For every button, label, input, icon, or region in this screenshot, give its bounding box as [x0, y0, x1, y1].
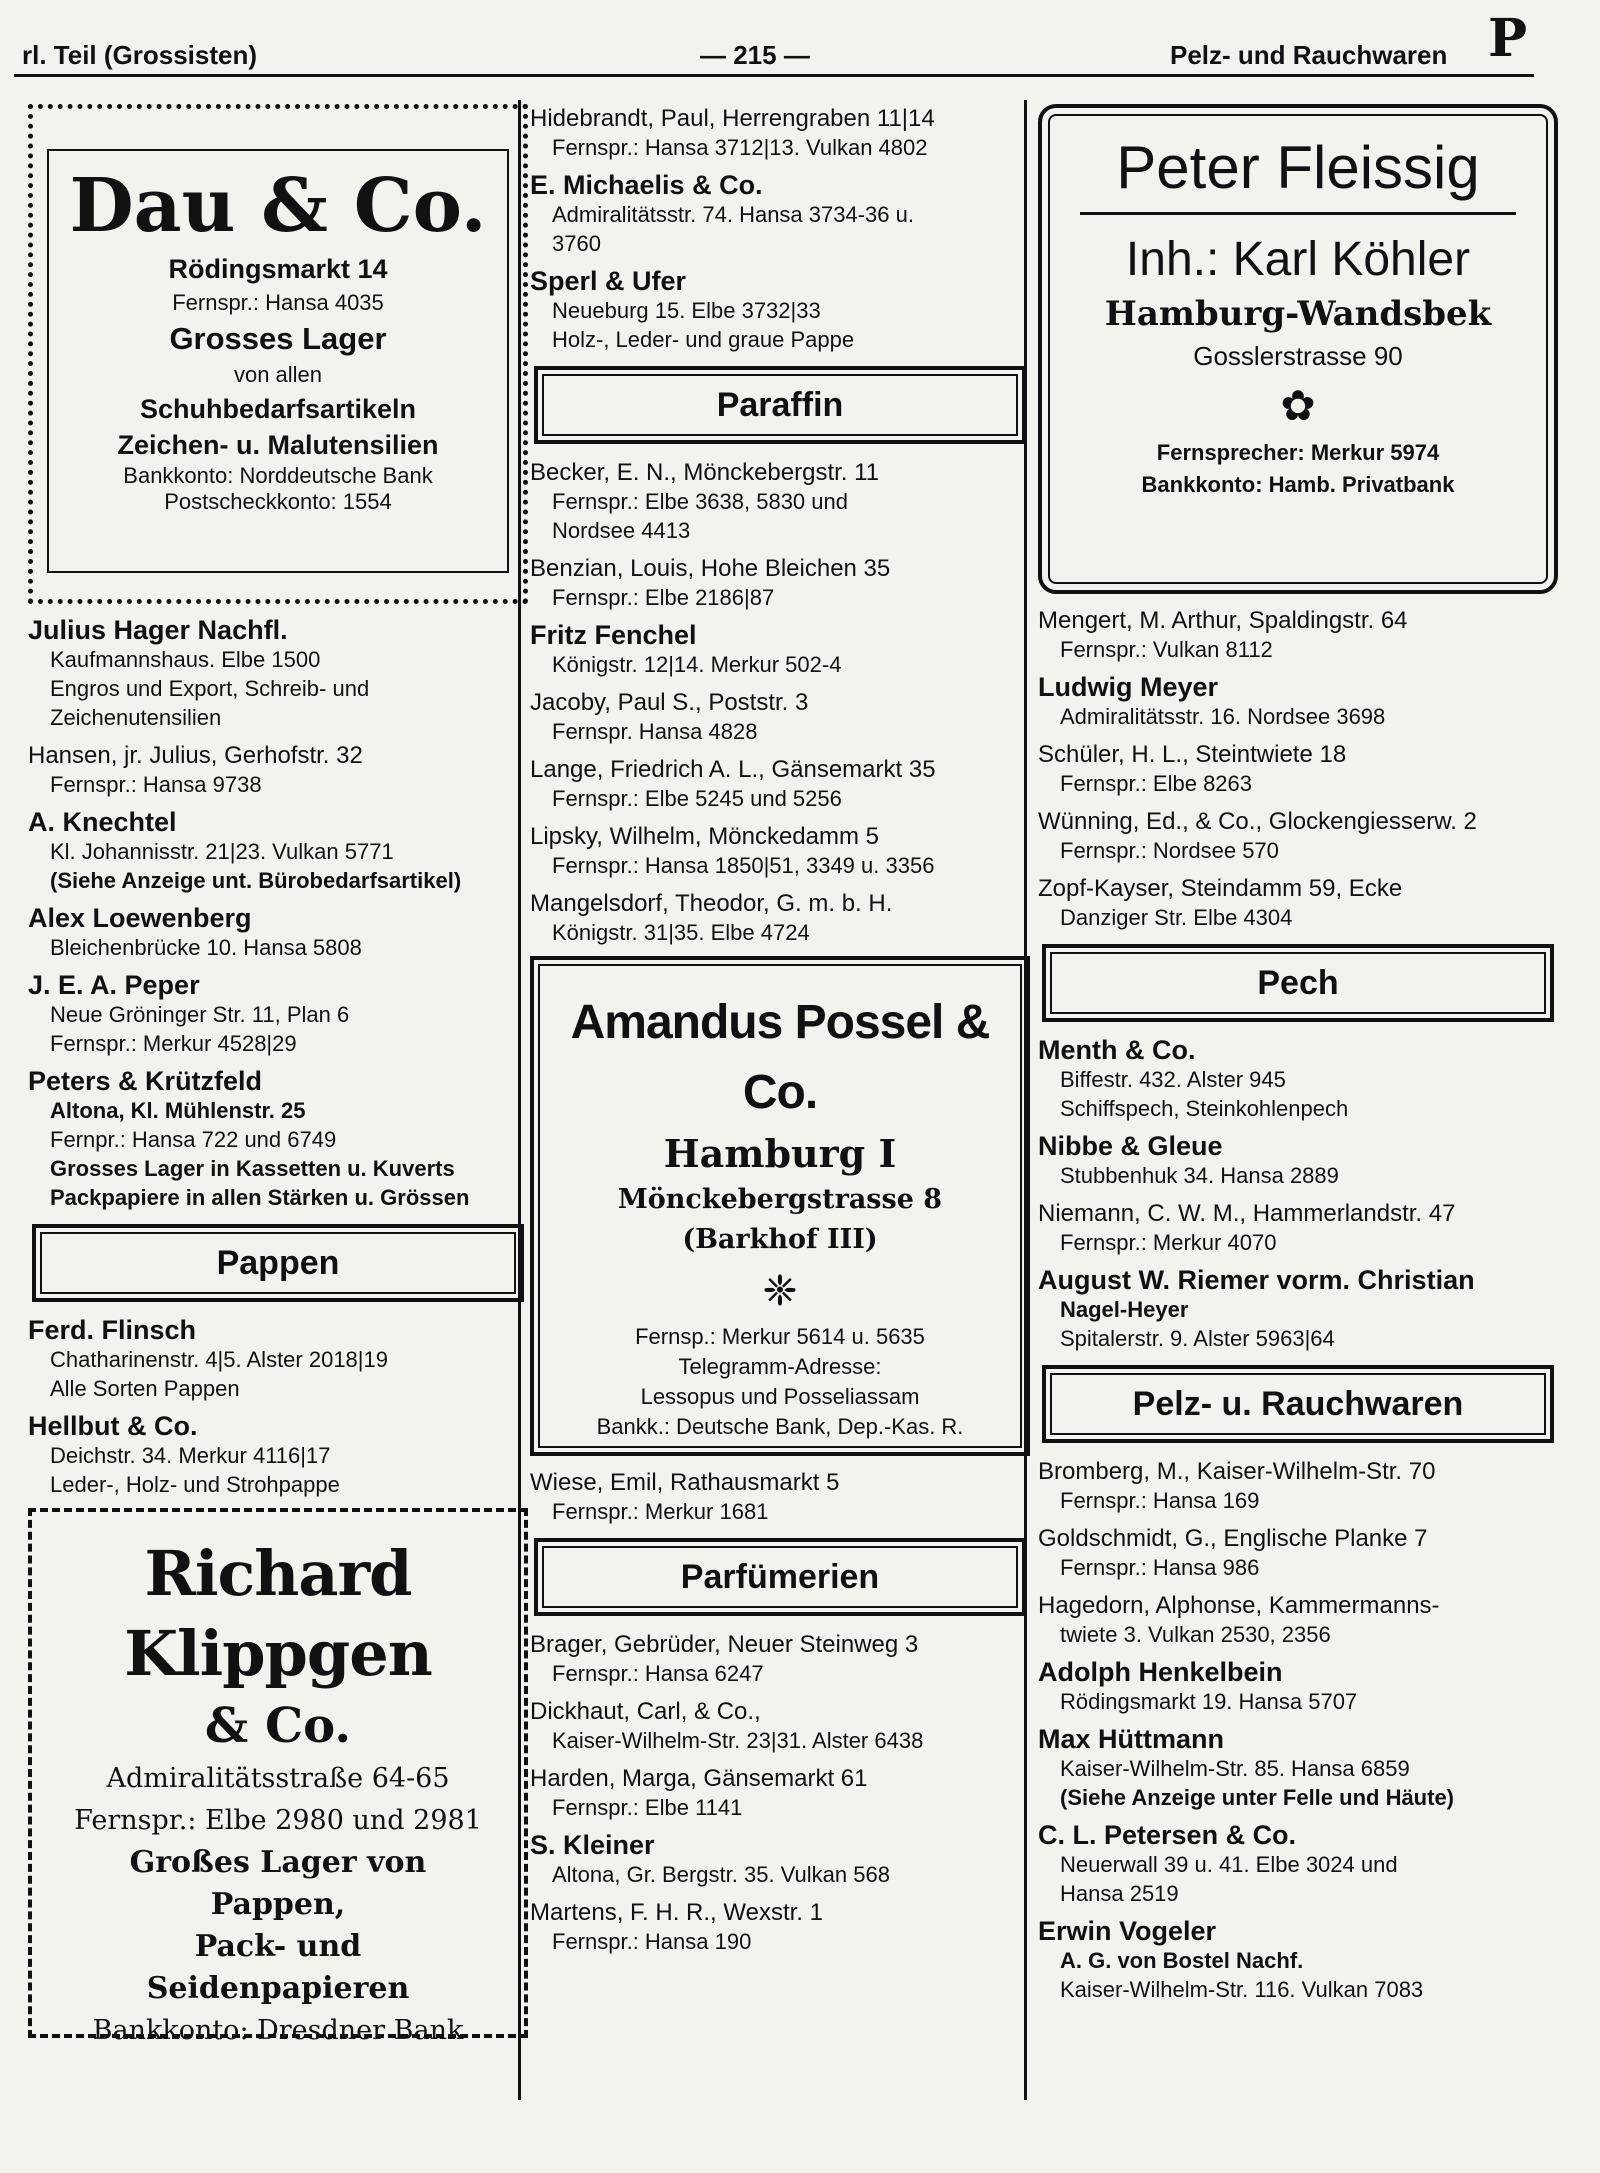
listing-hidebrandt [530, 104, 1030, 162]
listing-jacoby [530, 688, 1030, 746]
listing-name: Hansen, jr. Julius, Gerhofstr. 32 [28, 742, 363, 769]
ad-possel-street: Mönckebergstrasse 8 [617, 1184, 943, 1215]
section-heading-paraffin: Paraffin [534, 366, 1026, 444]
ad-klippgen-phone: Fernspr.: Elbe 2980 und 2981 [74, 1805, 482, 1836]
listing-julius-hager [28, 616, 528, 732]
section-heading-pappen: Pappen [32, 1224, 524, 1302]
listing-bromberg [1038, 1457, 1558, 1515]
listing-line: (Siehe Anzeige unter Felle und Häute) [1060, 1785, 1455, 1810]
ad-klippgen-bank: Bankkonto: Dresdner Bank [92, 2015, 464, 2046]
listing-line: Fernspr.: Hansa 1850|51, 3349 u. 3356 [552, 853, 935, 878]
listing-line: Nordsee 4413 [552, 518, 691, 543]
listing-line: Grosses Lager in Kassetten u. Kuverts [50, 1156, 455, 1181]
listing-line: Altona, Gr. Bergstr. 35. Vulkan 568 [552, 1862, 890, 1887]
ad-dau-phone: Fernspr.: Hansa 4035 [172, 290, 384, 315]
ad-fleissig-owner: Inh.: Karl Köhler [1125, 233, 1471, 286]
listing-line: Fernspr.: Vulkan 8112 [1060, 637, 1273, 662]
listing-name: Brager, Gebrüder, Neuer Steinweg 3 [530, 1631, 919, 1658]
listing-line: A. G. von Bostel Nachf. [1060, 1948, 1304, 1973]
listing-peters-kruetzfeld [28, 1067, 528, 1212]
listing-name: E. Michaelis & Co. [530, 170, 763, 200]
listing-line: Admiralitätsstr. 74. Hansa 3734-36 u. [552, 202, 914, 227]
listing-line: Deichstr. 34. Merkur 4116|17 [50, 1443, 331, 1468]
listing-line: Fernpr.: Hansa 722 und 6749 [50, 1127, 337, 1152]
listing-name: Erwin Vogeler [1038, 1916, 1217, 1946]
listing-line: Hansa 2519 [1060, 1881, 1179, 1906]
listing-loewenberg [28, 904, 528, 962]
listing-line: Fernspr.: Merkur 4070 [1060, 1230, 1277, 1255]
listing-name: Wiese, Emil, Rathausmarkt 5 [530, 1469, 840, 1496]
listing-nibbe [1038, 1132, 1558, 1190]
listing-henkelbein [1038, 1658, 1558, 1716]
ad-dau-address: Rödingsmarkt 14 [168, 254, 388, 284]
listing-hansen [28, 741, 528, 799]
listing-line: Königstr. 31|35. Elbe 4724 [552, 920, 810, 945]
listing-brager [530, 1630, 1030, 1688]
listing-line: Fernspr.: Hansa 986 [1060, 1555, 1260, 1580]
listing-name: Niemann, C. W. M., Hammerlandstr. 47 [1038, 1200, 1456, 1227]
listing-line: Bleichenbrücke 10. Hansa 5808 [50, 935, 362, 960]
listing-name: Goldschmidt, G., Englische Planke 7 [1038, 1525, 1428, 1552]
listing-name: Hagedorn, Alphonse, Kammermanns- [1038, 1592, 1440, 1619]
listing-name: Max Hüttmann [1038, 1724, 1225, 1754]
listing-goldschmidt [1038, 1524, 1558, 1582]
listing-lipsky [530, 822, 1030, 880]
header-left: rl. Teil (Grossisten) [22, 40, 258, 70]
listing-line: Fernspr.: Hansa 190 [552, 1929, 752, 1954]
listing-menth [1038, 1036, 1558, 1123]
listing-mengert [1038, 606, 1558, 664]
listing-name: Lange, Friedrich A. L., Gänsemarkt 35 [530, 756, 936, 783]
listing-line: Altona, Kl. Mühlenstr. 25 [50, 1098, 306, 1123]
listing-vogeler [1038, 1917, 1558, 2004]
header-right: Pelz- und Rauchwaren [1170, 40, 1448, 70]
section-heading-parfuemerien: Parfümerien [534, 1538, 1026, 1616]
listing-line: Fernspr.: Elbe 8263 [1060, 771, 1253, 796]
listing-line: Fernspr.: Merkur 4528|29 [50, 1031, 297, 1056]
ad-fleissig-rule [1080, 212, 1516, 215]
ad-possel-building: (Barkhof III) [682, 1224, 878, 1255]
listing-line: Kaufmannshaus. Elbe 1500 [50, 647, 321, 672]
listing-name: Ferd. Flinsch [28, 1315, 197, 1345]
listing-line: Fernspr.: Hansa 6247 [552, 1661, 764, 1686]
ad-possel-phone: Fernsp.: Merkur 5614 u. 5635 [635, 1324, 925, 1349]
listing-name: C. L. Petersen & Co. [1038, 1820, 1297, 1850]
ad-dau-name: Dau & Co. [69, 163, 487, 249]
listing-lange [530, 755, 1030, 813]
listing-name: S. Kleiner [530, 1830, 655, 1860]
column-3 [1038, 104, 1558, 2013]
listing-name: A. Knechtel [28, 807, 177, 837]
listing-line: Neueburg 15. Elbe 3732|33 [552, 298, 821, 323]
listing-line: Schiffspech, Steinkohlenpech [1060, 1096, 1349, 1121]
ad-klippgen-line1: Großes Lager von Pappen, [129, 1845, 427, 1922]
listing-line: Engros und Export, Schreib- und [50, 676, 370, 701]
listing-harden [530, 1764, 1030, 1822]
listing-name: Peters & Krützfeld [28, 1066, 263, 1096]
ad-possel-city: Hamburg I [663, 1131, 897, 1176]
listing-flinsch [28, 1316, 528, 1403]
listing-line: Kl. Johannisstr. 21|23. Vulkan 5771 [50, 839, 394, 864]
listing-name: Benzian, Louis, Hohe Bleichen 35 [530, 555, 891, 582]
ad-dau-line1: Grosses Lager [169, 321, 387, 356]
listing-line: Fernspr.: Nordsee 570 [1060, 838, 1279, 863]
header-letter: P [1488, 8, 1528, 69]
listing-name: Martens, F. H. R., Wexstr. 1 [530, 1899, 823, 1926]
listing-name: Harden, Marga, Gänsemarkt 61 [530, 1765, 868, 1792]
listing-name: Jacoby, Paul S., Poststr. 3 [530, 689, 809, 716]
flower-ornament-icon: ✿ [1280, 381, 1316, 430]
listing-line: Fernspr.: Hansa 169 [1060, 1488, 1260, 1513]
listing-line: Stubbenhuk 34. Hansa 2889 [1060, 1163, 1339, 1188]
listing-line: Fernspr.: Hansa 9738 [50, 772, 262, 797]
page-number: — 215 — [700, 40, 810, 70]
ad-fleissig-phone: Fernsprecher: Merkur 5974 [1156, 440, 1440, 465]
listing-line: Leder-, Holz- und Strohpappe [50, 1472, 340, 1497]
ad-dau-line2: von allen [233, 362, 323, 387]
listing-fenchel [530, 621, 1030, 679]
listing-petersen [1038, 1821, 1558, 1908]
ad-klippgen [28, 1508, 528, 2046]
ad-dau-line4: Zeichen- u. Malutensilien [117, 430, 439, 460]
listing-line: Fernspr.: Elbe 5245 und 5256 [552, 786, 842, 811]
listing-dickhaut [530, 1697, 1030, 1755]
listing-riemer [1038, 1266, 1558, 1353]
listing-hellbut [28, 1412, 528, 1499]
listing-line: Holz-, Leder- und graue Pappe [552, 327, 855, 352]
listing-line: Spitalerstr. 9. Alster 5963|64 [1060, 1326, 1335, 1351]
ad-possel-name: Amandus Possel & Co. [570, 996, 990, 1119]
listing-line: (Siehe Anzeige unt. Bürobedarfsartikel) [50, 868, 462, 893]
listing-line: Alle Sorten Pappen [50, 1376, 240, 1401]
listing-line: Fernspr.: Merkur 1681 [552, 1499, 769, 1524]
ad-klippgen-line2: Pack- und Seidenpapieren [146, 1929, 410, 2006]
listing-name: Sperl & Ufer [530, 266, 687, 296]
ad-fleissig-city: Hamburg-Wandsbek [1104, 294, 1492, 334]
section-heading-pech: Pech [1042, 944, 1554, 1022]
listing-line: Fernspr.: Elbe 1141 [552, 1795, 743, 1820]
listing-name: Dickhaut, Carl, & Co., [530, 1698, 761, 1725]
listing-name: Schüler, H. L., Steintwiete 18 [1038, 741, 1347, 768]
listing-line: Neue Gröninger Str. 11, Plan 6 [50, 1002, 350, 1027]
listing-michaelis [530, 171, 1030, 258]
ad-dau-co-frame [47, 149, 509, 573]
ad-fleissig-bank: Bankkonto: Hamb. Privatbank [1141, 472, 1455, 497]
ad-dau-co [28, 104, 528, 604]
listing-line: Fernspr.: Elbe 3638, 5830 und [552, 489, 848, 514]
listing-wiese [530, 1468, 1030, 1526]
listing-line: Neuerwall 39 u. 41. Elbe 3024 und [1060, 1852, 1398, 1877]
listing-niemann [1038, 1199, 1558, 1257]
listing-name: Alex Loewenberg [28, 903, 252, 933]
ad-possel-telegram: Lessopus und Posseliassam [640, 1384, 920, 1409]
listing-benzian [530, 554, 1030, 612]
listing-name: Mangelsdorf, Theodor, G. m. b. H. [530, 890, 893, 917]
listing-name: Hellbut & Co. [28, 1411, 198, 1441]
listing-name: Lipsky, Wilhelm, Mönckedamm 5 [530, 823, 879, 850]
listing-line: Danziger Str. Elbe 4304 [1060, 905, 1293, 930]
section-heading-pelz-rauchwaren: Pelz- u. Rauchwaren [1042, 1365, 1554, 1443]
listing-name: Zopf-Kayser, Steindamm 59, Ecke [1038, 875, 1403, 902]
listing-becker [530, 458, 1030, 545]
listing-schueler [1038, 740, 1558, 798]
listing-wuenning [1038, 807, 1558, 865]
listing-name: Menth & Co. [1038, 1035, 1196, 1065]
listing-line: Königstr. 12|14. Merkur 502-4 [552, 652, 842, 677]
listing-name: Ludwig Meyer [1038, 672, 1219, 702]
listing-huettmann [1038, 1725, 1558, 1812]
listing-name: August W. Riemer vorm. Christian [1038, 1265, 1475, 1295]
listing-line: Packpapiere in allen Stärken u. Grössen [50, 1185, 470, 1210]
column-1 [28, 104, 528, 2050]
listing-hagedorn [1038, 1591, 1558, 1649]
listing-knechtel [28, 808, 528, 895]
listing-line: twiete 3. Vulkan 2530, 2356 [1060, 1622, 1331, 1647]
listing-line: Kaiser-Wilhelm-Str. 23|31. Alster 6438 [552, 1728, 924, 1753]
listing-name: Mengert, M. Arthur, Spaldingstr. 64 [1038, 607, 1408, 634]
listing-line: Nagel-Heyer [1060, 1297, 1189, 1322]
compass-ornament-icon: ❈ [762, 1266, 798, 1315]
header-rule [14, 74, 1534, 77]
listing-name: Nibbe & Gleue [1038, 1131, 1223, 1161]
ad-klippgen-co: & Co. [204, 1698, 352, 1754]
ad-klippgen-address: Admiralitätsstraße 64-65 [106, 1763, 450, 1794]
listing-name: Julius Hager Nachfl. [28, 615, 288, 645]
listing-line: Fernspr.: Elbe 2186|87 [552, 585, 775, 610]
ad-klippgen-name: Richard Klippgen [124, 1537, 432, 1690]
listing-line: Admiralitätsstr. 16. Nordsee 3698 [1060, 704, 1386, 729]
listing-kleiner [530, 1831, 1030, 1889]
column-2 [530, 104, 1030, 1965]
listing-mangelsdorf [530, 889, 1030, 947]
listing-line: Kaiser-Wilhelm-Str. 85. Hansa 6859 [1060, 1756, 1410, 1781]
ad-dau-line3: Schuhbedarfsartikeln [139, 394, 417, 424]
ad-possel-bank: Bankk.: Deutsche Bank, Dep.-Kas. R. [596, 1414, 964, 1439]
listing-name: Becker, E. N., Mönckebergstr. 11 [530, 459, 880, 486]
listing-sperl-ufer [530, 267, 1030, 354]
listing-line: Kaiser-Wilhelm-Str. 116. Vulkan 7083 [1060, 1977, 1424, 2002]
ad-possel-telegram-label: Telegramm-Adresse: [678, 1354, 882, 1379]
listing-name: Wünning, Ed., & Co., Glockengiesserw. 2 [1038, 808, 1477, 835]
listing-line: Biffestr. 432. Alster 945 [1060, 1067, 1286, 1092]
listing-line: Rödingsmarkt 19. Hansa 5707 [1060, 1689, 1358, 1714]
ad-dau-bank1: Bankkonto: Norddeutsche Bank [123, 463, 433, 488]
listing-name: Adolph Henkelbein [1038, 1657, 1283, 1687]
ad-possel [530, 956, 1030, 1456]
ad-dau-bank2: Postscheckkonto: 1554 [164, 489, 392, 514]
listing-line: Fernspr. Hansa 4828 [552, 719, 758, 744]
ad-fleissig-name: Peter Fleissig [1116, 134, 1480, 201]
listing-zopf-kayser [1038, 874, 1558, 932]
listing-name: Fritz Fenchel [530, 620, 697, 650]
listing-line: Zeichenutensilien [50, 705, 222, 730]
listing-name: Bromberg, M., Kaiser-Wilhelm-Str. 70 [1038, 1458, 1436, 1485]
listing-peper [28, 971, 528, 1058]
listing-name: Hidebrandt, Paul, Herrengraben 11|14 [530, 105, 935, 132]
listing-line: Fernspr.: Hansa 3712|13. Vulkan 4802 [552, 135, 928, 160]
ad-fleissig [1038, 104, 1558, 594]
listing-line: 3760 [552, 231, 601, 256]
ad-fleissig-street: Gosslerstrasse 90 [1193, 341, 1403, 371]
listing-meyer [1038, 673, 1558, 731]
listing-martens [530, 1898, 1030, 1956]
listing-line: Chatharinenstr. 4|5. Alster 2018|19 [50, 1347, 388, 1372]
listing-name: J. E. A. Peper [28, 970, 200, 1000]
